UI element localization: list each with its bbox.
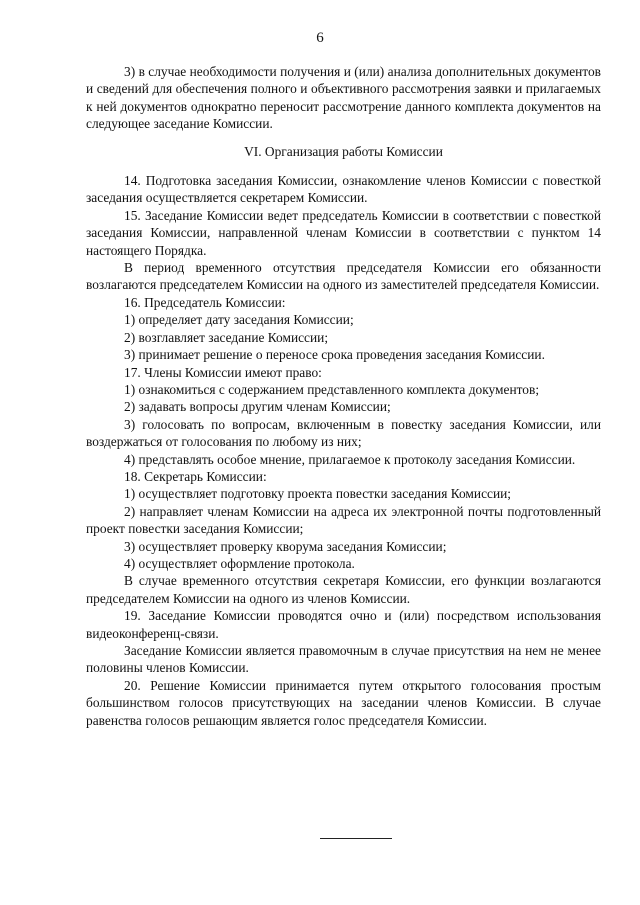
end-rule bbox=[320, 838, 392, 839]
list-item: 1) ознакомиться с содержанием представленного комплекта документов; bbox=[124, 381, 540, 397]
paragraph: 17. Члены Комиссии имеют право: bbox=[124, 364, 322, 380]
page-number: 6 bbox=[316, 30, 324, 46]
paragraph: 20. Решение Комиссии принимается путем открытого голосования простым большинством голосов присутствующих на заседании членов Комиссии. В случае равенства голосов решающим является голос председателя Комиссии. bbox=[86, 677, 601, 728]
paragraph: 19. Заседание Комиссии проводятся очно и (или) посредством использования видеоконференц-связи. bbox=[86, 608, 601, 641]
paragraph: 16. Председатель Комиссии: bbox=[124, 294, 286, 310]
paragraph: 18. Секретарь Комиссии: bbox=[124, 468, 267, 484]
list-item: 2) направляет членам Комиссии на адреса их электронной почты подготовленный проект повестки заседания Комиссии; bbox=[86, 503, 601, 537]
paragraph: В период временного отсутствия председателя Комиссии его обязанности возлагаются председателем Комиссии на одного из заместителей председателя Комиссии. bbox=[86, 260, 601, 293]
paragraph: Заседание Комиссии является правомочным в случае присутствия на нем не менее половины членов Комиссии. bbox=[86, 643, 601, 676]
list-item: 4) представлять особое мнение, прилагаемое к протоколу заседания Комиссии. bbox=[124, 451, 576, 467]
list-item: 1) определяет дату заседания Комиссии; bbox=[124, 312, 354, 328]
document-body bbox=[86, 63, 601, 729]
paragraph: 15. Заседание Комиссии ведет председатель Комиссии в соответствии с повесткой заседания Комиссии, направленной членам Комиссии в соответствии с пунктом 14 настоящего Порядка. bbox=[86, 207, 601, 258]
section-heading: VI. Организация работы Комиссии bbox=[244, 143, 443, 159]
list-item: 3) голосовать по вопросам, включенным в повестку заседания Комиссии, или воздержаться от голосования по любому из них; bbox=[86, 416, 601, 450]
paragraph: В случае временного отсутствия секретаря Комиссии, его функции возлагаются председателем Комиссии на одного из членов Комиссии. bbox=[86, 573, 601, 606]
list-item: 2) возглавляет заседание Комиссии; bbox=[124, 329, 329, 345]
list-item: 1) осуществляет подготовку проекта повестки заседания Комиссии; bbox=[124, 486, 512, 502]
list-item: 3) принимает решение о переносе срока проведения заседания Комиссии. bbox=[124, 347, 545, 363]
list-item: 3) осуществляет проверку кворума заседания Комиссии; bbox=[124, 538, 447, 554]
list-item: 4) осуществляет оформление протокола. bbox=[124, 555, 355, 571]
paragraph: 14. Подготовка заседания Комиссии, ознакомление членов Комиссии с повесткой заседания осуществляется секретарем Комиссии. bbox=[86, 173, 601, 206]
paragraph: 3) в случае необходимости получения и (или) анализа дополнительных документов и сведений для обеспечения полного и объективного рассмотрения заявки и прилагаемых к ней документов однократно переносит рассмотрение данного комплекта документов на следующее заседание Комиссии. bbox=[86, 64, 601, 132]
list-item: 2) задавать вопросы другим членам Комиссии; bbox=[124, 399, 391, 415]
